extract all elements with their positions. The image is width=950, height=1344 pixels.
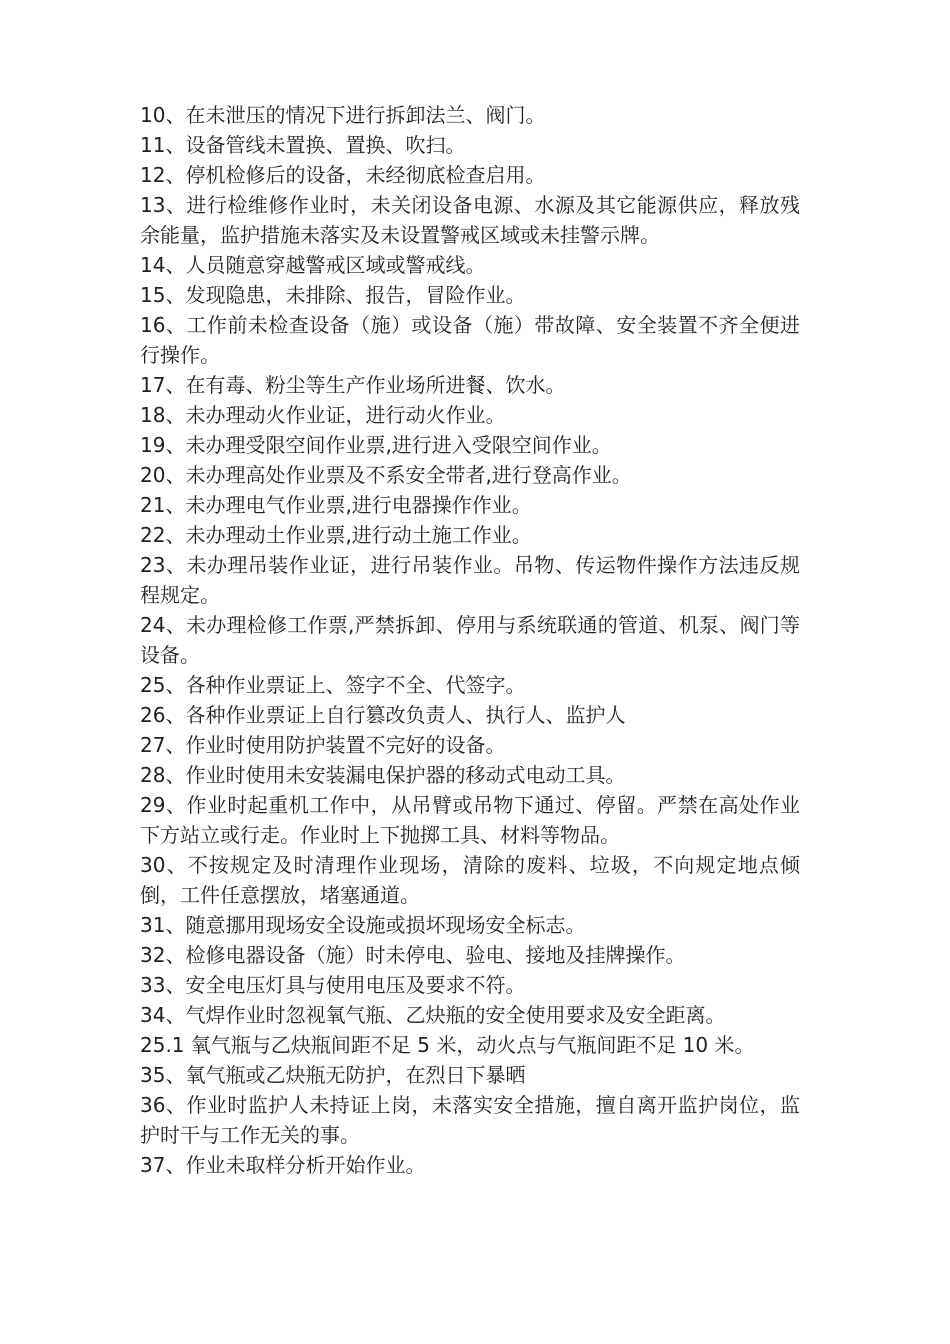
list-item: 21、未办理电气作业票,进行电器操作作业。 [140,493,532,517]
list-item: 25、各种作业票证上、签字不全、代签字。 [140,673,526,697]
list-item: 28、作业时使用未安装漏电保护器的移动式电动工具。 [140,763,626,787]
list-item: 15、发现隐患，未排除、报告，冒险作业。 [140,283,526,307]
list-item: 34、气焊作业时忽视氧气瓶、乙炔瓶的安全使用要求及安全距离。 [140,1003,726,1027]
list-item: 33、安全电压灯具与使用电压及要求不符。 [140,973,526,997]
list-item: 10、在未泄压的情况下进行拆卸法兰、阀门。 [140,103,546,127]
list-item: 12、停机检修后的设备，未经彻底检查启用。 [140,163,546,187]
list-item: 25.1 氧气瓶与乙炔瓶间距不足 5 米，动火点与气瓶间距不足 10 米。 [140,1033,755,1057]
list-item: 19、未办理受限空间作业票,进行进入受限空间作业。 [140,433,612,457]
list-item: 22、未办理动土作业票,进行动土施工作业。 [140,523,532,547]
list-item: 13、进行检维修作业时，未关闭设备电源、水源及其它能源供应，释放残余能量，监护措施未落实及未设置警戒区域或未挂警示牌。 [140,193,800,247]
list-item: 37、作业未取样分析开始作业。 [140,1153,426,1177]
list-item: 35、氧气瓶或乙炔瓶无防护，在烈日下暴晒 [140,1063,526,1087]
list-item: 18、未办理动火作业证，进行动火作业。 [140,403,506,427]
list-item: 29、作业时起重机工作中，从吊臂或吊物下通过、停留。严禁在高处作业下方站立或行走。作业时上下抛掷工具、材料等物品。 [140,793,800,847]
list-item: 20、未办理高处作业票及不系安全带者,进行登高作业。 [140,463,632,487]
list-item: 16、工作前未检查设备（施）或设备（施）带故障、安全装置不齐全便进行操作。 [140,313,800,367]
list-item: 17、在有毒、粉尘等生产作业场所进餐、饮水。 [140,373,566,397]
list-item: 14、人员随意穿越警戒区域或警戒线。 [140,253,486,277]
list-item: 36、作业时监护人未持证上岗，未落实安全措施，擅自离开监护岗位，监护时干与工作无关的事。 [140,1093,800,1147]
list-item: 30、不按规定及时清理作业现场，清除的废料、垃圾，不向规定地点倾倒，工件任意摆放，堵塞通道。 [140,853,800,907]
document-page [140,100,800,1180]
list-item: 23、未办理吊装作业证，进行吊装作业。吊物、传运物件操作方法违反规程规定。 [140,553,800,607]
list-item: 31、随意挪用现场安全设施或损坏现场安全标志。 [140,913,586,937]
list-item: 24、未办理检修工作票,严禁拆卸、停用与系统联通的管道、机泵、阀门等设备。 [140,613,800,667]
list-item: 27、作业时使用防护装置不完好的设备。 [140,733,506,757]
list-item: 11、设备管线未置换、置换、吹扫。 [140,133,466,157]
list-item: 26、各种作业票证上自行篡改负责人、执行人、监护人 [140,703,626,727]
list-item: 32、检修电器设备（施）时未停电、验电、接地及挂牌操作。 [140,943,686,967]
